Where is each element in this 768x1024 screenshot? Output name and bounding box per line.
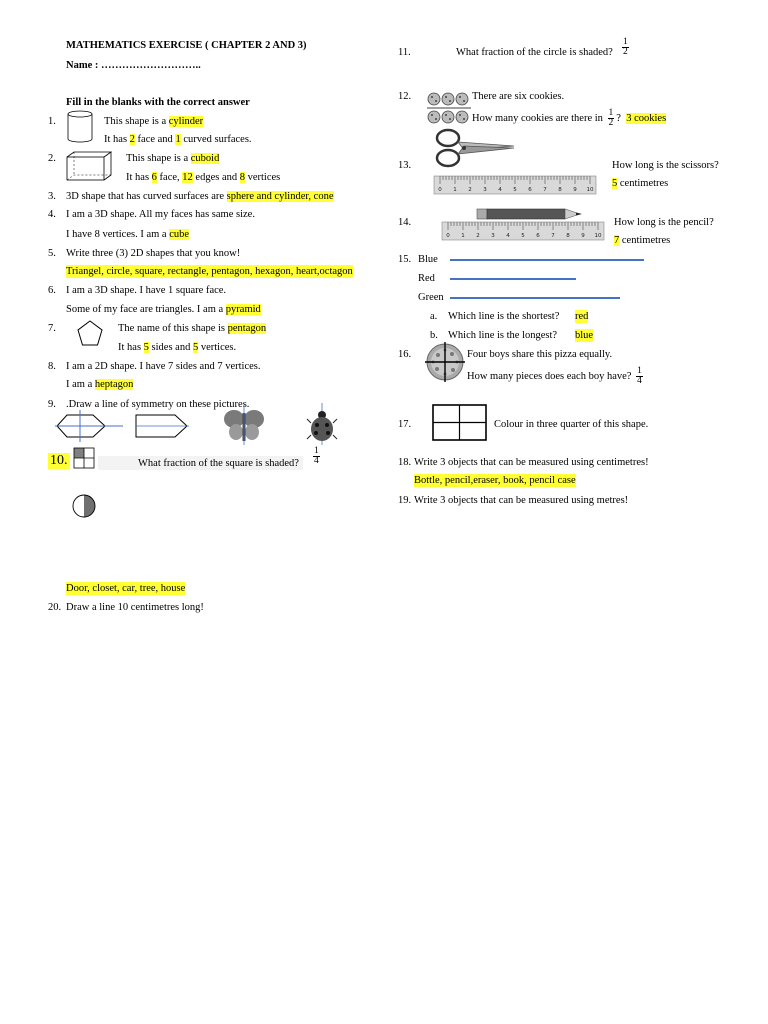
- q9-text: .Draw a line of symmetry on these pictures.: [66, 399, 250, 410]
- q11-number: 11.: [398, 47, 411, 58]
- q5-answer: Triangel, circle, square, rectangle, pentagon, hexagon, heart,octagon: [66, 266, 353, 277]
- q1-line2: It has 2 face and 1 curved surfaces.: [104, 134, 252, 145]
- q15a-answer: red: [575, 311, 589, 322]
- ruler-tick-label: 2: [476, 233, 480, 239]
- q16-line2: How many pieces does each boy have? $\frac{1}{4}$: [467, 366, 642, 386]
- q17-number: 17.: [398, 419, 412, 430]
- q20-number: 20.: [48, 602, 62, 613]
- ruler-tick-label: 9: [573, 187, 577, 193]
- page-title: MATHEMATICS EXERCISE ( CHAPTER 2 AND 3): [66, 40, 307, 51]
- ruler-tick-label: 2: [468, 187, 472, 193]
- ruler-13: [434, 176, 596, 194]
- q15b-number: b.: [430, 330, 438, 341]
- ruler-tick-label: 7: [551, 233, 555, 239]
- q11-fraction: $\frac{1}{2}$: [623, 37, 628, 57]
- q17-text: Colour in three quarter of this shape.: [494, 419, 649, 430]
- ruler-tick-label: 0: [446, 233, 450, 239]
- ruler-tick-label: 8: [558, 187, 562, 193]
- cuboid-icon: [66, 151, 112, 183]
- q8-line1: I am a 2D shape. I have 7 sides and 7 vertices.: [66, 361, 261, 372]
- butterfly-icon: [222, 405, 266, 445]
- ruler-tick-label: 10: [594, 233, 602, 239]
- pizza-icon: [425, 342, 465, 382]
- q15-red-label: Red: [418, 273, 435, 284]
- q10-text: What fraction of the square is shaded?: [138, 458, 299, 469]
- q19-answer: Door, closet, car, tree, house: [66, 583, 186, 594]
- q2-number: 2.: [48, 153, 56, 164]
- q15-number: 15.: [398, 254, 412, 265]
- q14-number: 14.: [398, 217, 412, 228]
- q14-answer-line: 7 centimetres: [614, 235, 671, 246]
- ruler-tick-label: 5: [521, 233, 525, 239]
- ruler-tick-label: 9: [581, 233, 585, 239]
- q11-text: What fraction of the circle is shaded?: [456, 47, 613, 58]
- q8-number: 8.: [48, 361, 56, 372]
- q18-number: 18.: [398, 457, 412, 468]
- cylinder-icon: [66, 110, 94, 144]
- hexagon-symmetry-icon: [55, 410, 125, 442]
- name-field: Name : ………………………..: [66, 60, 201, 71]
- q15-green-label: Green: [418, 292, 444, 303]
- arrow-pentagon-icon: [135, 412, 191, 440]
- ruler-tick-label: 3: [483, 187, 487, 193]
- ruler-14: [442, 222, 604, 240]
- ruler-tick-label: 6: [528, 187, 532, 193]
- q8-line2: I am a heptagon: [66, 379, 134, 390]
- q4-answer: cube: [169, 229, 190, 240]
- q13-number: 13.: [398, 160, 412, 171]
- q3-number: 3.: [48, 191, 56, 202]
- q14-question: How long is the pencil?: [614, 217, 714, 228]
- q12-line1: There are six cookies.: [472, 91, 565, 102]
- ruler-tick-label: 10: [586, 187, 594, 193]
- green-line: [450, 297, 620, 299]
- ruler-tick-label: 7: [543, 187, 547, 193]
- q5-number: 5.: [48, 248, 56, 259]
- ruler-tick-label: 6: [536, 233, 540, 239]
- ruler-tick-label: 4: [498, 187, 502, 193]
- q1-answer: cylinder: [168, 116, 204, 127]
- red-line: [450, 278, 576, 280]
- q15b-answer: blue: [575, 330, 594, 341]
- q6-line1: I am a 3D shape. I have 1 square face.: [66, 285, 227, 296]
- q19-number: 19.: [398, 495, 412, 506]
- ruler-tick-label: 8: [566, 233, 570, 239]
- half-circle-icon: [72, 494, 96, 518]
- q6-line2: Some of my face are triangles. I am a pyramid: [66, 304, 261, 315]
- q3-text: 3D shape that has curved surfaces are sphere and cylinder, cone: [66, 191, 334, 202]
- q7-line2: It has 5 sides and 5 vertices.: [118, 342, 237, 353]
- q1-line1: This shape is a cylinder: [104, 116, 204, 127]
- q8-answer: heptagon: [94, 379, 134, 390]
- cookies-icon: [427, 91, 471, 127]
- q18-text: Write 3 objects that can be measured using centimetres!: [414, 457, 649, 468]
- ruler-tick-label: 0: [438, 187, 442, 193]
- blue-line: [450, 259, 644, 261]
- ladybug-icon: [305, 403, 339, 445]
- ruler-tick-label: 4: [506, 233, 510, 239]
- q15a-text: Which line is the shortest?: [448, 311, 560, 322]
- quarter-square-icon: [73, 447, 97, 471]
- q10-number: 10.: [50, 453, 68, 468]
- ruler-tick-label: 3: [491, 233, 495, 239]
- q7-line1: The name of this shape is pentagon: [118, 323, 267, 334]
- q13-answer-line: 5 centimetres: [612, 178, 669, 189]
- q4-number: 4.: [48, 209, 56, 220]
- q6-number: 6.: [48, 285, 56, 296]
- q3-answer: sphere and cylinder, cone: [226, 191, 334, 202]
- q12-answer: 3 cookies: [626, 112, 667, 124]
- q14-answer: 7: [614, 235, 620, 246]
- q19-text: Write 3 objects that can be measured using metres!: [414, 495, 629, 506]
- q7-answer: pentagon: [227, 323, 267, 334]
- q15-blue-label: Blue: [418, 254, 438, 265]
- q15a-number: a.: [430, 311, 438, 322]
- q12-line2: How many cookies are there in $\frac{1}{2}$ ? 3 cookies: [472, 108, 667, 128]
- q5-line1: Write three (3) 2D shapes that you know!: [66, 248, 241, 259]
- q9-number: 9.: [48, 399, 56, 410]
- ruler-tick-label: 1: [453, 187, 457, 193]
- rectangle-quarters-icon: [432, 404, 488, 442]
- pencil-icon: [476, 208, 584, 220]
- q16-number: 16.: [398, 349, 412, 360]
- q4-line1: I am a 3D shape. All my faces has same size.: [66, 209, 255, 220]
- q13-question: How long is the scissors?: [612, 160, 719, 171]
- q2-answer: cuboid: [190, 153, 220, 164]
- q13-answer: 5: [612, 178, 618, 189]
- q4-line2: I have 8 vertices. I am a cube: [66, 229, 190, 240]
- q18-answer: Bottle, pencil,eraser, book, pencil case: [414, 475, 576, 486]
- q15b-text: Which line is the longest?: [448, 330, 558, 341]
- q20-text: Draw a line 10 centimetres long!: [66, 602, 204, 613]
- scissors-icon: [434, 128, 518, 170]
- instruction: Fill in the blanks with the correct answer: [66, 97, 250, 108]
- q2-line2: It has 6 face, 12 edges and 8 vertices: [126, 172, 281, 183]
- ruler-tick-label: 1: [461, 233, 465, 239]
- q12-number: 12.: [398, 91, 412, 102]
- q10-fraction: $\frac{1}{4}$: [314, 446, 319, 466]
- ruler-tick-label: 5: [513, 187, 517, 193]
- q2-line1: This shape is a cuboid: [126, 153, 220, 164]
- q1-number: 1.: [48, 116, 56, 127]
- pentagon-icon: [76, 320, 104, 348]
- q7-number: 7.: [48, 323, 56, 334]
- q16-line1: Four boys share this pizza equally.: [467, 349, 613, 360]
- q6-answer: pyramid: [225, 304, 261, 315]
